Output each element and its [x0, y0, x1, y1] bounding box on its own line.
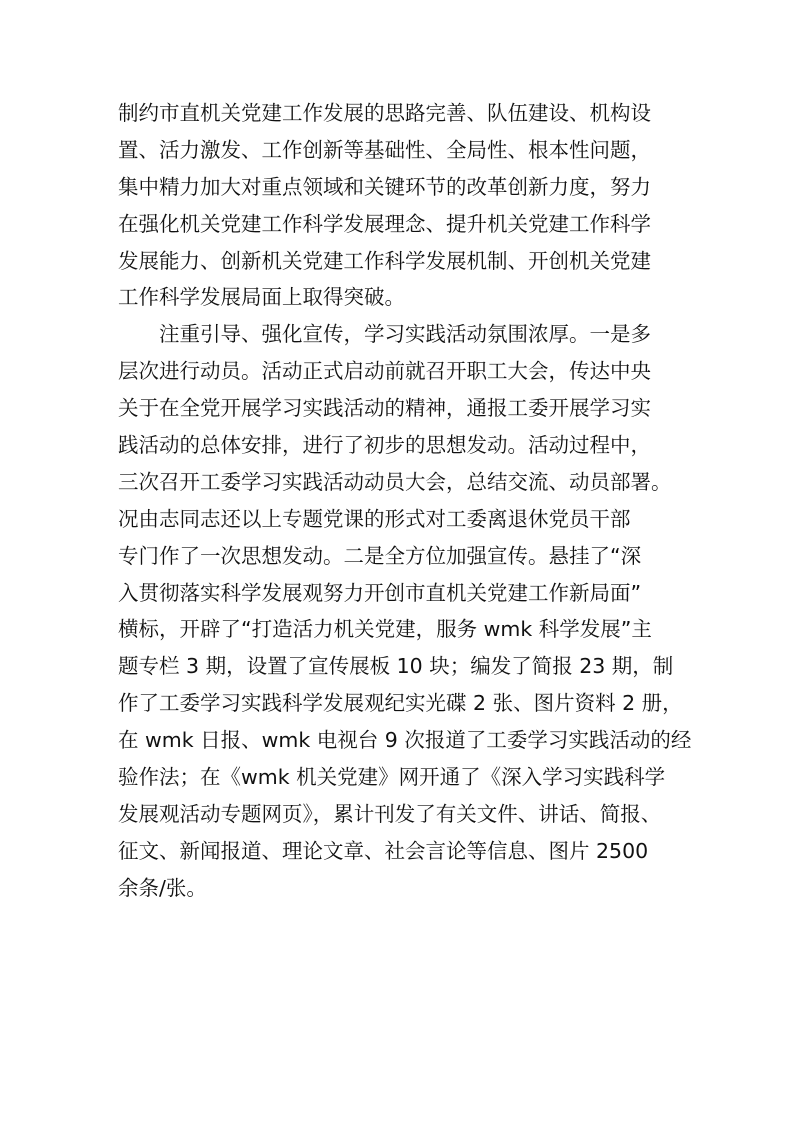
text-line: 在强化机关党建工作科学发展理念、提升机关党建工作科学: [118, 211, 651, 236]
paragraph-2: [118, 316, 698, 906]
text-line: 置、活力激发、工作创新等基础性、全局性、根本性问题，: [118, 137, 651, 162]
text-line: 关于在全党开展学习实践活动的精神，通报工委开展学习实: [118, 396, 651, 421]
text-line: 践活动的总体安排，进行了初步的思想发动。活动过程中，: [118, 433, 651, 458]
body-text: [118, 95, 698, 907]
paragraph-1: [118, 95, 698, 316]
text-line: 在 wmk 日报、wmk 电视台 9 次报道了工委学习实践活动的经: [118, 728, 692, 753]
text-line: 制约市直机关党建工作发展的思路完善、队伍建设、机构设: [118, 101, 651, 125]
text-line: 入贯彻落实科学发展观努力开创市直机关党建工作新局面”: [118, 580, 642, 605]
text-line: 注重引导、强化宣传，学习实践活动氛围浓厚。一是多: [159, 322, 651, 347]
text-line: 工作科学发展局面上取得突破。: [118, 285, 405, 310]
text-line: 余条/张。: [118, 875, 207, 900]
text-line: 题专栏 3 期，设置了宣传展板 10 块；编发了简报 23 期，制: [118, 654, 674, 679]
text-line: 层次进行动员。活动正式启动前就召开职工大会，传达中央: [118, 359, 651, 384]
text-line: 况由志同志还以上专题党课的形式对工委离退休党员干部: [118, 506, 631, 531]
text-line: 发展能力、创新机关党建工作科学发展机制、开创机关党建: [118, 248, 651, 273]
text-line: 验作法；在《wmk 机关党建》网开通了《深入学习实践科学: [118, 765, 666, 790]
text-line: 集中精力加大对重点领域和关键环节的改革创新力度，努力: [118, 174, 651, 199]
text-line: 征文、新闻报道、理论文章、社会言论等信息、图片 2500: [118, 838, 649, 863]
text-line: 专门作了一次思想发动。二是全方位加强宣传。悬挂了“深: [118, 543, 642, 568]
text-line: 发展观活动专题网页》，累计刊发了有关文件、讲话、简报、: [118, 801, 662, 826]
text-line: 作了工委学习实践科学发展观纪实光碟 2 张、图片资料 2 册，: [118, 691, 683, 716]
text-line: 三次召开工委学习实践活动动员大会，总结交流、动员部署。: [118, 469, 672, 494]
text-line: 横标，开辟了“打造活力机关党建，服务 wmk 科学发展”主: [118, 617, 652, 642]
